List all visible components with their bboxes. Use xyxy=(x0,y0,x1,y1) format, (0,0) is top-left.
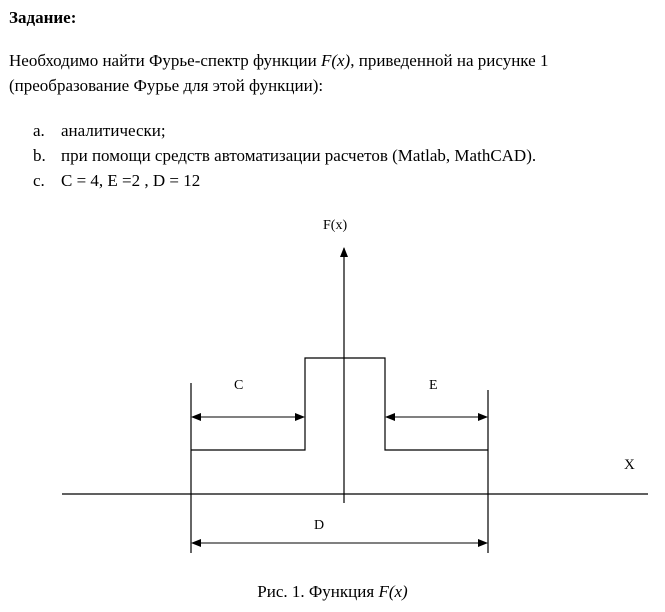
task-heading: Задание: xyxy=(9,8,77,27)
dimension-d-label: D xyxy=(314,518,325,533)
caption-function-symbol: F(x) xyxy=(378,582,408,601)
task-text-before: Необходимо найти Фурье-спектр функции xyxy=(9,51,321,70)
figure-caption xyxy=(0,582,665,602)
function-symbol: F(x) xyxy=(320,51,351,70)
list-marker: a. xyxy=(33,121,45,140)
list-marker: c. xyxy=(33,171,45,190)
task-text-after: , приведенной на рисунке 1 (преобразование Фурье для этой функции): xyxy=(9,51,549,95)
list-item-text: при помощи средств автоматизации расчетов (Matlab, MathCAD). xyxy=(61,146,537,165)
x-axis-label: X xyxy=(624,457,635,473)
list-item-text: C = 4, E =2 , D = 12 xyxy=(61,171,201,190)
function-graph xyxy=(191,358,488,450)
dimension-e-label: E xyxy=(429,378,438,393)
list-marker: b. xyxy=(33,146,46,165)
list-item-text: аналитически; xyxy=(61,121,166,140)
y-axis-label: F(x) xyxy=(323,218,348,233)
dimension-c-label: C xyxy=(234,378,244,393)
caption-prefix: Рис. 1. Функция xyxy=(257,582,379,601)
